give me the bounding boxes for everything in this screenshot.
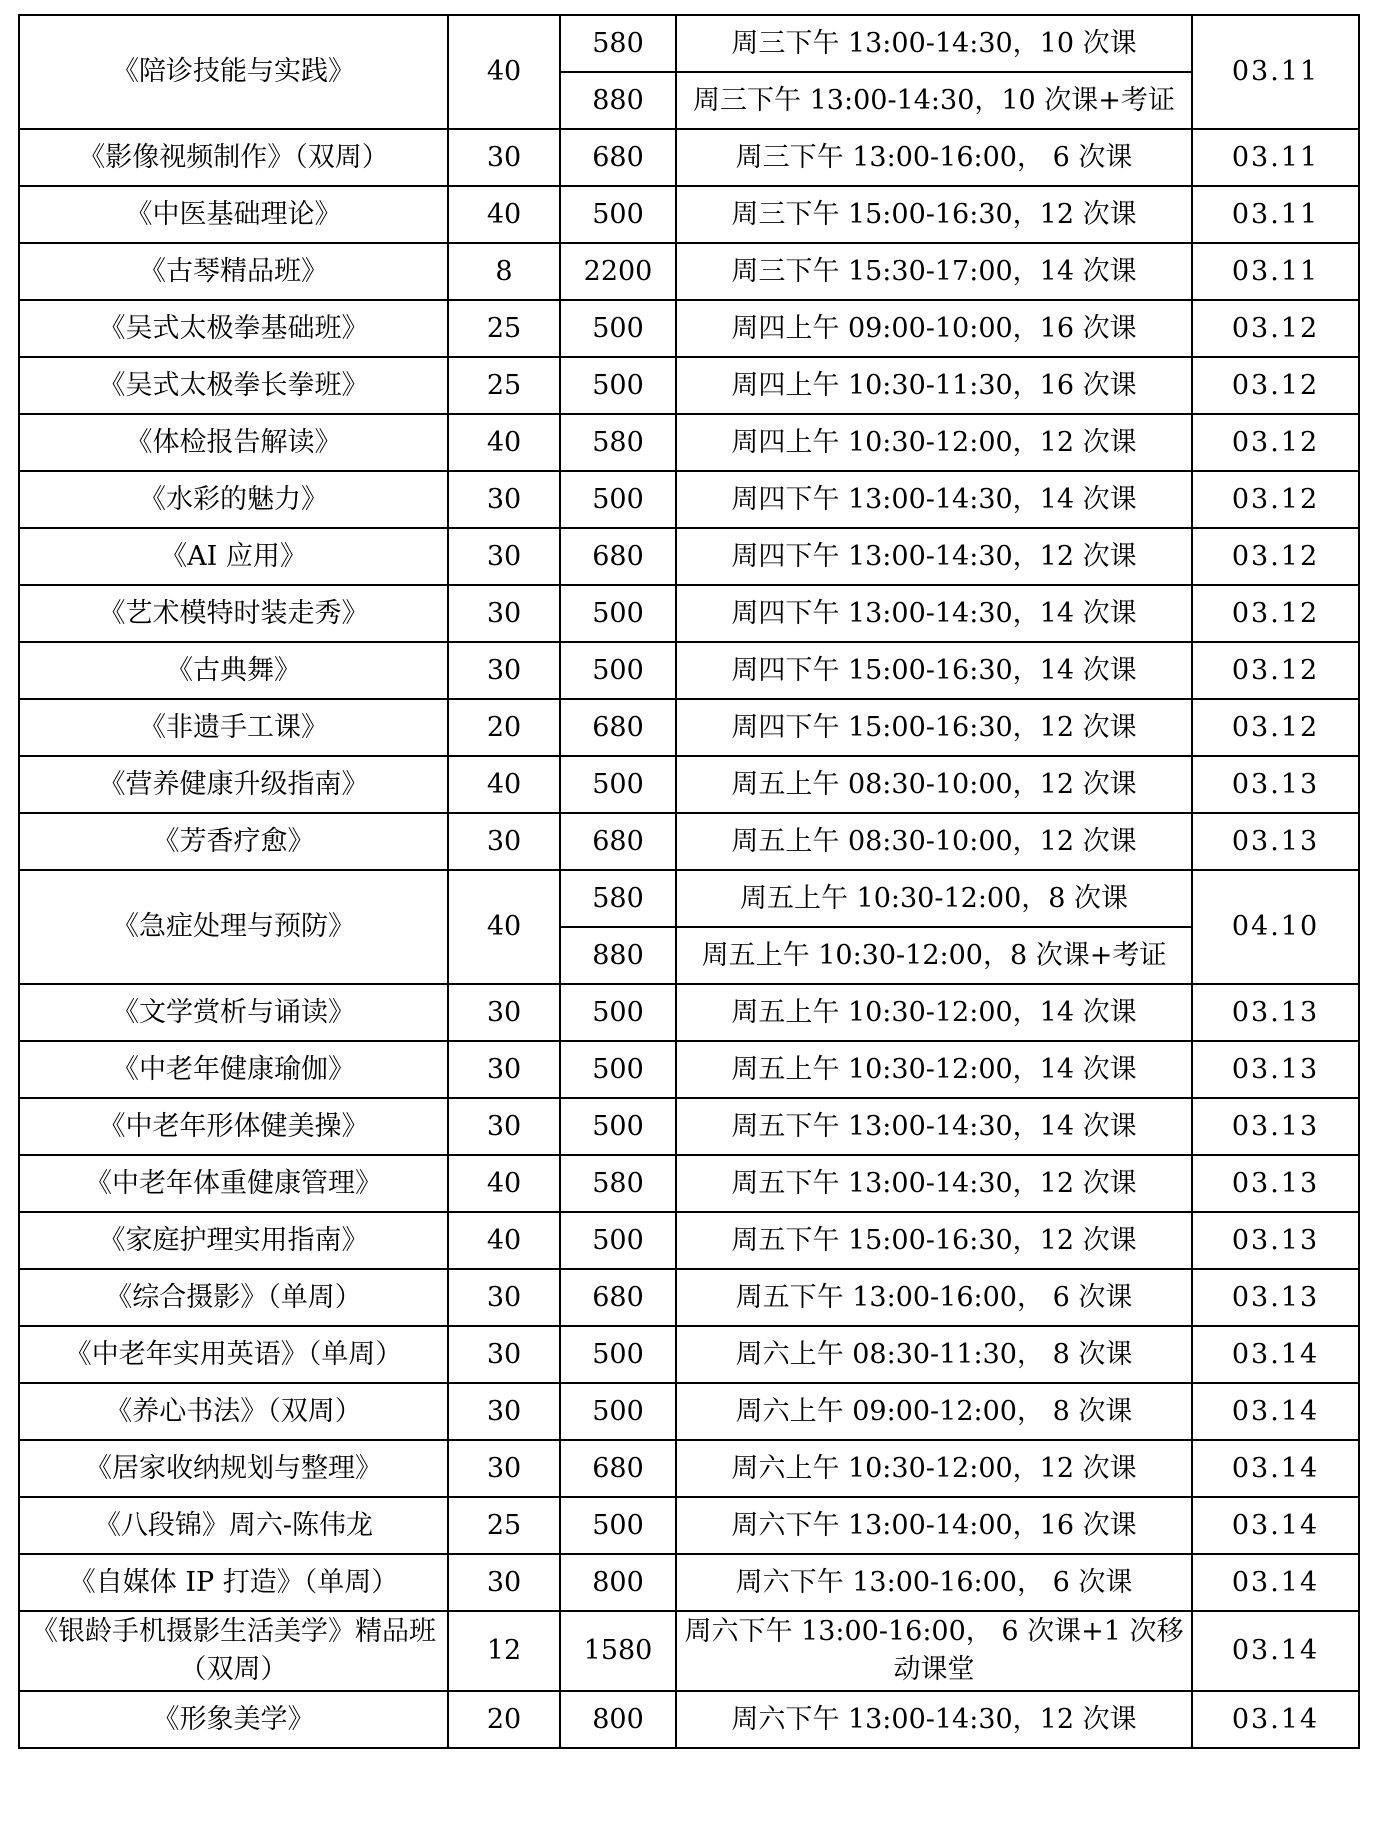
table-row [19, 1440, 1359, 1497]
course-name-cell: 《中医基础理论》 [19, 186, 448, 243]
course-name-cell: 《水彩的魅力》 [19, 471, 448, 528]
table-row [19, 870, 1359, 927]
fee-cell: 680 [560, 528, 676, 585]
table-row [19, 357, 1359, 414]
schedule-cell: 周四下午 13:00-14:30，14 次课 [676, 585, 1192, 642]
capacity-cell: 40 [448, 756, 560, 813]
capacity-cell: 30 [448, 813, 560, 870]
start-date-cell: 03.13 [1192, 1269, 1359, 1326]
table-row [19, 1326, 1359, 1383]
course-name-cell: 《芳香疗愈》 [19, 813, 448, 870]
capacity-cell: 25 [448, 357, 560, 414]
start-date-cell: 03.13 [1192, 1041, 1359, 1098]
start-date-cell: 03.12 [1192, 300, 1359, 357]
fee-cell: 580 [560, 870, 676, 927]
capacity-cell: 40 [448, 186, 560, 243]
schedule-cell: 周六上午 08:30-11:30， 8 次课 [676, 1326, 1192, 1383]
course-name-cell: 《非遗手工课》 [19, 699, 448, 756]
table-row [19, 15, 1359, 72]
table-row [19, 1212, 1359, 1269]
schedule-cell: 周六下午 13:00-16:00， 6 次课 [676, 1554, 1192, 1611]
fee-cell: 500 [560, 642, 676, 699]
fee-cell: 680 [560, 1269, 676, 1326]
schedule-cell: 周三下午 15:00-16:30，12 次课 [676, 186, 1192, 243]
fee-cell: 680 [560, 813, 676, 870]
course-name-cell: 《古典舞》 [19, 642, 448, 699]
course-table-body [19, 15, 1359, 1748]
schedule-cell: 周五上午 10:30-12:00，8 次课+考证 [676, 927, 1192, 984]
fee-cell: 500 [560, 1212, 676, 1269]
course-name-cell: 《形象美学》 [19, 1691, 448, 1748]
course-name-cell: 《急症处理与预防》 [19, 870, 448, 984]
course-name-cell: 《银龄手机摄影生活美学》精品班（双周） [19, 1611, 448, 1691]
capacity-cell: 30 [448, 1098, 560, 1155]
table-row [19, 243, 1359, 300]
table-row [19, 1098, 1359, 1155]
start-date-cell: 03.14 [1192, 1497, 1359, 1554]
start-date-cell: 03.12 [1192, 357, 1359, 414]
fee-cell: 580 [560, 414, 676, 471]
course-name-cell: 《家庭护理实用指南》 [19, 1212, 448, 1269]
schedule-cell: 周四下午 15:00-16:30，14 次课 [676, 642, 1192, 699]
table-row [19, 1155, 1359, 1212]
schedule-cell: 周三下午 13:00-14:30，10 次课 [676, 15, 1192, 72]
start-date-cell: 04.10 [1192, 870, 1359, 984]
schedule-cell: 周五下午 13:00-14:30，14 次课 [676, 1098, 1192, 1155]
start-date-cell: 03.14 [1192, 1383, 1359, 1440]
table-row [19, 984, 1359, 1041]
schedule-cell: 周五上午 10:30-12:00，14 次课 [676, 1041, 1192, 1098]
capacity-cell: 30 [448, 129, 560, 186]
fee-cell: 500 [560, 984, 676, 1041]
table-row [19, 129, 1359, 186]
start-date-cell: 03.13 [1192, 1098, 1359, 1155]
table-row [19, 1497, 1359, 1554]
capacity-cell: 30 [448, 1269, 560, 1326]
start-date-cell: 03.12 [1192, 471, 1359, 528]
fee-cell: 500 [560, 357, 676, 414]
schedule-cell: 周五上午 08:30-10:00，12 次课 [676, 813, 1192, 870]
capacity-cell: 40 [448, 1155, 560, 1212]
table-row [19, 414, 1359, 471]
start-date-cell: 03.14 [1192, 1440, 1359, 1497]
start-date-cell: 03.12 [1192, 414, 1359, 471]
capacity-cell: 25 [448, 1497, 560, 1554]
course-name-cell: 《古琴精品班》 [19, 243, 448, 300]
schedule-cell: 周六下午 13:00-14:00，16 次课 [676, 1497, 1192, 1554]
capacity-cell: 30 [448, 471, 560, 528]
table-row [19, 528, 1359, 585]
table-row [19, 1554, 1359, 1611]
start-date-cell: 03.13 [1192, 813, 1359, 870]
start-date-cell: 03.14 [1192, 1326, 1359, 1383]
fee-cell: 880 [560, 927, 676, 984]
table-row [19, 699, 1359, 756]
schedule-cell: 周四下午 13:00-14:30，12 次课 [676, 528, 1192, 585]
course-name-cell: 《综合摄影》（单周） [19, 1269, 448, 1326]
schedule-cell: 周五下午 13:00-16:00， 6 次课 [676, 1269, 1192, 1326]
schedule-cell: 周三下午 13:00-14:30，10 次课+考证 [676, 72, 1192, 129]
capacity-cell: 25 [448, 300, 560, 357]
schedule-cell: 周六下午 13:00-16:00， 6 次课+1 次移动课堂 [676, 1611, 1192, 1691]
schedule-cell: 周四上午 10:30-12:00，12 次课 [676, 414, 1192, 471]
fee-cell: 500 [560, 1041, 676, 1098]
start-date-cell: 03.13 [1192, 1212, 1359, 1269]
start-date-cell: 03.14 [1192, 1691, 1359, 1748]
fee-cell: 580 [560, 15, 676, 72]
start-date-cell: 03.11 [1192, 15, 1359, 129]
fee-cell: 500 [560, 1098, 676, 1155]
course-name-cell: 《影像视频制作》（双周） [19, 129, 448, 186]
fee-cell: 500 [560, 585, 676, 642]
fee-cell: 680 [560, 129, 676, 186]
capacity-cell: 40 [448, 1212, 560, 1269]
course-name-cell: 《艺术模特时装走秀》 [19, 585, 448, 642]
fee-cell: 500 [560, 300, 676, 357]
table-row [19, 1041, 1359, 1098]
table-row [19, 813, 1359, 870]
table-row [19, 1269, 1359, 1326]
schedule-cell: 周五上午 10:30-12:00，14 次课 [676, 984, 1192, 1041]
start-date-cell: 03.13 [1192, 984, 1359, 1041]
start-date-cell: 03.12 [1192, 642, 1359, 699]
fee-cell: 680 [560, 699, 676, 756]
course-name-cell: 《中老年实用英语》（单周） [19, 1326, 448, 1383]
start-date-cell: 03.12 [1192, 699, 1359, 756]
course-name-cell: 《中老年体重健康管理》 [19, 1155, 448, 1212]
start-date-cell: 03.11 [1192, 129, 1359, 186]
capacity-cell: 12 [448, 1611, 560, 1691]
course-name-cell: 《AI 应用》 [19, 528, 448, 585]
schedule-cell: 周六上午 10:30-12:00，12 次课 [676, 1440, 1192, 1497]
capacity-cell: 8 [448, 243, 560, 300]
course-name-cell: 《体检报告解读》 [19, 414, 448, 471]
table-row [19, 642, 1359, 699]
schedule-cell: 周四下午 15:00-16:30，12 次课 [676, 699, 1192, 756]
schedule-cell: 周三下午 13:00-16:00， 6 次课 [676, 129, 1192, 186]
course-name-cell: 《吴式太极拳长拳班》 [19, 357, 448, 414]
table-row [19, 300, 1359, 357]
fee-cell: 500 [560, 1326, 676, 1383]
capacity-cell: 30 [448, 528, 560, 585]
course-name-cell: 《营养健康升级指南》 [19, 756, 448, 813]
table-row [19, 1383, 1359, 1440]
fee-cell: 500 [560, 471, 676, 528]
capacity-cell: 40 [448, 414, 560, 471]
capacity-cell: 40 [448, 15, 560, 129]
fee-cell: 880 [560, 72, 676, 129]
capacity-cell: 20 [448, 699, 560, 756]
table-row [19, 186, 1359, 243]
table-row [19, 471, 1359, 528]
capacity-cell: 30 [448, 1383, 560, 1440]
fee-cell: 500 [560, 186, 676, 243]
course-name-cell: 《八段锦》周六-陈伟龙 [19, 1497, 448, 1554]
fee-cell: 680 [560, 1440, 676, 1497]
fee-cell: 1580 [560, 1611, 676, 1691]
table-row [19, 1611, 1359, 1691]
capacity-cell: 30 [448, 984, 560, 1041]
schedule-cell: 周四下午 13:00-14:30，14 次课 [676, 471, 1192, 528]
table-row [19, 1691, 1359, 1748]
start-date-cell: 03.12 [1192, 528, 1359, 585]
course-name-cell: 《养心书法》（双周） [19, 1383, 448, 1440]
course-name-cell: 《居家收纳规划与整理》 [19, 1440, 448, 1497]
capacity-cell: 30 [448, 642, 560, 699]
schedule-cell: 周五下午 13:00-14:30，12 次课 [676, 1155, 1192, 1212]
start-date-cell: 03.11 [1192, 243, 1359, 300]
table-row [19, 756, 1359, 813]
schedule-cell: 周四上午 10:30-11:30，16 次课 [676, 357, 1192, 414]
start-date-cell: 03.14 [1192, 1611, 1359, 1691]
fee-cell: 2200 [560, 243, 676, 300]
capacity-cell: 40 [448, 870, 560, 984]
table-row [19, 585, 1359, 642]
capacity-cell: 30 [448, 585, 560, 642]
course-name-cell: 《陪诊技能与实践》 [19, 15, 448, 129]
fee-cell: 580 [560, 1155, 676, 1212]
schedule-cell: 周三下午 15:30-17:00，14 次课 [676, 243, 1192, 300]
course-name-cell: 《自媒体 IP 打造》（单周） [19, 1554, 448, 1611]
start-date-cell: 03.13 [1192, 1155, 1359, 1212]
course-name-cell: 《文学赏析与诵读》 [19, 984, 448, 1041]
capacity-cell: 30 [448, 1326, 560, 1383]
fee-cell: 800 [560, 1554, 676, 1611]
fee-cell: 500 [560, 1497, 676, 1554]
start-date-cell: 03.11 [1192, 186, 1359, 243]
fee-cell: 500 [560, 756, 676, 813]
schedule-cell: 周六上午 09:00-12:00， 8 次课 [676, 1383, 1192, 1440]
capacity-cell: 30 [448, 1554, 560, 1611]
course-name-cell: 《中老年健康瑜伽》 [19, 1041, 448, 1098]
capacity-cell: 30 [448, 1041, 560, 1098]
schedule-cell: 周六下午 13:00-14:30，12 次课 [676, 1691, 1192, 1748]
schedule-cell: 周五上午 10:30-12:00，8 次课 [676, 870, 1192, 927]
course-schedule-table [18, 14, 1360, 1749]
start-date-cell: 03.13 [1192, 756, 1359, 813]
capacity-cell: 20 [448, 1691, 560, 1748]
fee-cell: 500 [560, 1383, 676, 1440]
course-name-cell: 《吴式太极拳基础班》 [19, 300, 448, 357]
schedule-cell: 周四上午 09:00-10:00，16 次课 [676, 300, 1192, 357]
start-date-cell: 03.12 [1192, 585, 1359, 642]
course-name-cell: 《中老年形体健美操》 [19, 1098, 448, 1155]
schedule-cell: 周五下午 15:00-16:30，12 次课 [676, 1212, 1192, 1269]
start-date-cell: 03.14 [1192, 1554, 1359, 1611]
capacity-cell: 30 [448, 1440, 560, 1497]
fee-cell: 800 [560, 1691, 676, 1748]
schedule-cell: 周五上午 08:30-10:00，12 次课 [676, 756, 1192, 813]
